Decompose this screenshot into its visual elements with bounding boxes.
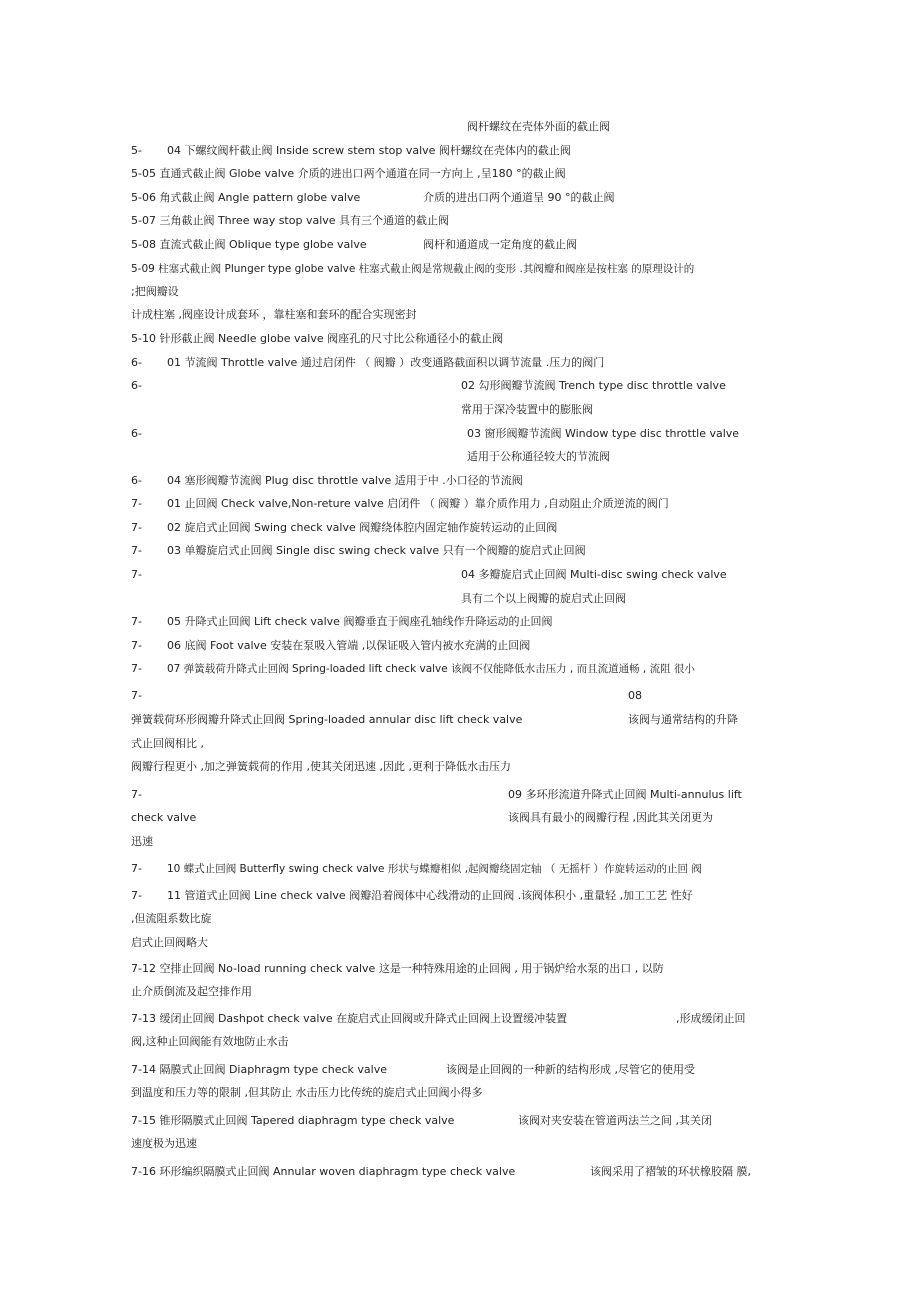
text-line: 02 勾形阀瓣节流阀 Trench type disc throttle valve <box>461 379 726 392</box>
text-line: 具有二个以上阀瓣的旋启式止回阀 <box>461 592 626 605</box>
text-line: 介质的进出口两个通道呈 90 °的截止阀 <box>423 191 615 204</box>
text-line: 阀杆和通道成一定角度的截止阀 <box>423 238 577 251</box>
text-line: 到温度和压力等的限制 ,但其防止 水击压力比传统的旋启式止回阀小得多 <box>131 1086 483 1099</box>
text-line: 09 多环形流道升降式止回阀 Multi-annulus lift <box>508 788 742 801</box>
text-line: 08 <box>628 689 642 702</box>
text-line: 7- <box>131 615 142 628</box>
text-line: 04 塞形阀瓣节流阀 Plug disc throttle valve 适用于中 .小口径的节流阀 <box>167 474 523 487</box>
text-line: 01 节流阀 Throttle valve 通过启闭件 （ 阀瓣 ）改变通路截面积以调节流量 .压力的阀门 <box>167 356 605 369</box>
text-line: check valve <box>131 811 197 824</box>
text-line: 该阀具有最小的阀瓣行程 ,因此其关闭更为 <box>508 811 713 824</box>
text-line: 7- <box>131 521 142 534</box>
text-line: 6- <box>131 427 142 440</box>
text-line: 5-10 针形截止阀 Needle globe valve 阀座孔的尺寸比公称通径小的截止阀 <box>131 332 504 345</box>
text-line: 5-05 直通式截止阀 Globe valve 介质的进出口两个通道在同一方向上 ,呈180 °的截止阀 <box>131 167 566 180</box>
text-line: 05 升降式止回阀 Lift check valve 阀瓣垂直于阀座孔轴线作升降运动的止回阀 <box>167 615 553 628</box>
text-line: 01 止回阀 Check valve,Non-reture valve 启闭件 （ 阀瓣 ）靠介质作用力 ,自动阻止介质逆流的阀门 <box>167 497 669 510</box>
text-line: 7-15 锥形隔膜式止回阀 Tapered diaphragm type check valve <box>131 1114 455 1127</box>
text-line: 该阀对夹安装在管道两法兰之间 ,其关闭 <box>518 1114 712 1127</box>
text-line: 7- <box>131 497 142 510</box>
text-line: 阀,这种止回阀能有效地防止水击 <box>131 1035 289 1048</box>
text-line: 7- <box>131 862 142 875</box>
text-line: 7- <box>131 689 142 702</box>
text-line: 7- <box>131 639 142 652</box>
text-line: 启式止回阀略大 <box>131 936 208 949</box>
text-line: 03 窗形阀瓣节流阀 Window type disc throttle valve <box>467 427 740 440</box>
text-line: 04 下螺纹阀杆截止阀 Inside screw stem stop valve 阀杆螺纹在壳体内的截止阀 <box>167 144 571 157</box>
text-line: 迅速 <box>131 835 153 848</box>
text-line: 速度极为迅速 <box>131 1137 197 1150</box>
text-line: 6- <box>131 356 142 369</box>
text-line: 7-14 隔膜式止回阀 Diaphragm type check valve <box>131 1063 387 1076</box>
text-line: ,但流阻系数比旋 <box>131 912 212 925</box>
text-line: 弹簧载荷环形阀瓣升降式止回阀 Spring-loaded annular disc lift check valve <box>131 713 523 726</box>
text-line: 5-09 柱塞式截止阀 Plunger type globe valve 柱塞式截止阀是常规截止阀的变形 .其阀瓣和阀座是按柱塞 的原理设计的 <box>131 263 695 275</box>
text-line: 5-07 三角截止阀 Three way stop valve 具有三个通道的截止阀 <box>131 214 450 227</box>
text-line: 7- <box>131 889 142 902</box>
text-line: 该阀采用了褶皱的环状橡胶隔 膜, <box>590 1165 751 1178</box>
text-line: ,形成缓闭止回 <box>676 1012 746 1025</box>
text-line: 10 蝶式止回阀 Butterfly swing check valve 形状与蝶瓣相似 ,起阀瓣绕固定轴 （ 无摇杆 ）作旋转运动的止回 阀 <box>167 863 702 875</box>
text-line: 06 底阀 Foot valve 安装在泵吸入管端 ,以保证吸入管内被水充满的止回阀 <box>167 639 531 652</box>
text-line: 11 管道式止回阀 Line check valve 阀瓣沿着阀体中心线滑动的止回阀 .该阀体积小 ,重量轻 ,加工工艺 性好 <box>167 889 693 902</box>
text-line: 适用于公称通径较大的节流阀 <box>467 450 610 463</box>
text-line: 常用于深冷装置中的膨胀阀 <box>461 403 593 416</box>
text-line: 7- <box>131 788 142 801</box>
text-line: 5-08 直流式截止阀 Oblique type globe valve <box>131 238 367 251</box>
text-line: 7- <box>131 662 142 675</box>
text-line: 02 旋启式止回阀 Swing check valve 阀瓣绕体腔内固定轴作旋转运动的止回阀 <box>167 521 558 534</box>
text-line: 5-06 角式截止阀 Angle pattern globe valve <box>131 191 361 204</box>
text-line: 04 多瓣旋启式止回阀 Multi-disc swing check valve <box>461 568 727 581</box>
text-line: 7- <box>131 544 142 557</box>
text-line: 6- <box>131 379 142 392</box>
text-line: 7-13 缓闭止回阀 Dashpot check valve 在旋启式止回阀或升降式止回阀上设置缓冲装置 <box>131 1012 568 1025</box>
text-line: 7-12 空排止回阀 No-load running check valve 这是一种特殊用途的止回阀 , 用于锅炉给水泵的出口 , 以防 <box>131 962 664 975</box>
text-line: 式止回阀相比 , <box>131 737 204 750</box>
text-line: 5- <box>131 144 142 157</box>
text-line: 7-16 环形编织隔膜式止回阀 Annular woven diaphragm type check valve <box>131 1165 516 1178</box>
text-line: 阀杆螺纹在壳体外面的截止阀 <box>467 120 610 133</box>
text-line: 该阀是止回阀的一种新的结构形成 ,尽管它的使用受 <box>446 1063 695 1076</box>
text-line: 7- <box>131 568 142 581</box>
text-line: 07 弹簧载荷升降式止回阀 Spring-loaded lift check valve 该阀不仅能降低水击压力 , 而且流道通畅 , 流阻 很小 <box>167 663 695 675</box>
text-line: 阀瓣行程更小 ,加之弹簧载荷的作用 ,使其关闭迅速 ,因此 ,更利于降低水击压力 <box>131 760 511 773</box>
text-line: 6- <box>131 474 142 487</box>
text-line: 03 单瓣旋启式止回阀 Single disc swing check valve 只有一个阀瓣的旋启式止回阀 <box>167 544 586 557</box>
text-line: 计成柱塞 ,阀座设计成套环 ，靠柱塞和套环的配合实现密封 <box>131 308 417 321</box>
text-line: 该阀与通常结构的升降 <box>628 713 738 726</box>
text-line: 止介质倒流及起空排作用 <box>131 985 252 998</box>
text-line: ;把阀瓣设 <box>131 285 179 298</box>
